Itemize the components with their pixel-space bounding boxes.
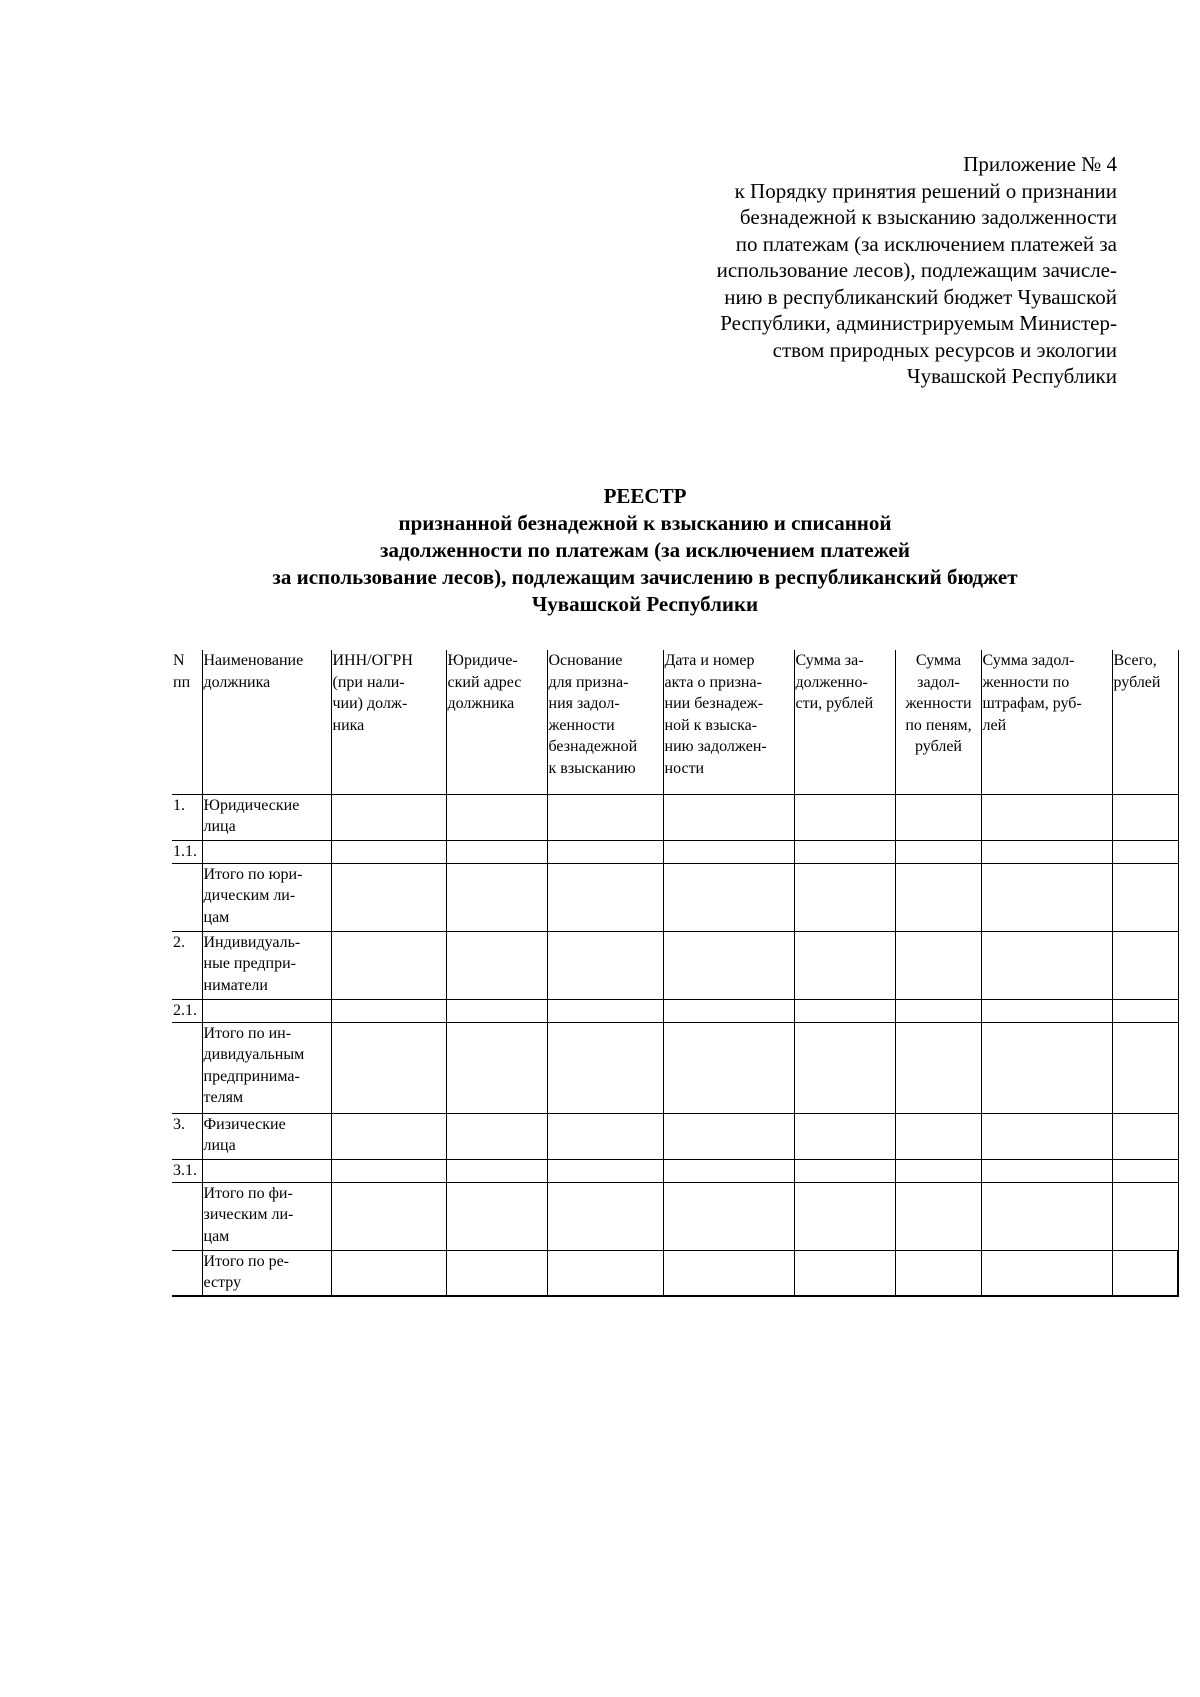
cell [981, 931, 1112, 999]
cell [331, 840, 446, 863]
cell [981, 1022, 1112, 1113]
title-line: РЕЕСТР [603, 484, 687, 508]
row-number: 2. [172, 931, 202, 999]
cell [1112, 794, 1178, 840]
cell [547, 840, 663, 863]
header-cell: Юридиче- ский адрес должника [446, 650, 547, 794]
cell [981, 999, 1112, 1022]
header-cell: Наименование должника [202, 650, 331, 794]
cell [331, 794, 446, 840]
row-number [172, 863, 202, 931]
table-row [172, 1250, 1178, 1296]
cell [446, 863, 547, 931]
cell [663, 1250, 794, 1296]
row-number: 3. [172, 1113, 202, 1159]
cell [981, 840, 1112, 863]
cell [794, 1113, 895, 1159]
cell [981, 794, 1112, 840]
cell [331, 931, 446, 999]
header-cell: N пп [172, 650, 202, 794]
appendix-line: по платежам (за исключением платежей за [735, 231, 1117, 256]
cell [446, 999, 547, 1022]
cell [895, 1159, 981, 1182]
cell [895, 1250, 981, 1296]
cell [794, 999, 895, 1022]
header-cell: Всего, рублей [1112, 650, 1178, 794]
debtor-name: Итого по ин- дивидуальным предпринима- телям [202, 1022, 331, 1113]
appendix-line: нию в республиканский бюджет Чувашской [724, 284, 1117, 309]
header-cell: Основание для призна- ния задол- женности безнадежной к взысканию [547, 650, 663, 794]
appendix-line: Республики, администрируемым Министер- [720, 311, 1117, 335]
debtor-name: Индивидуаль- ные предпри- ниматели [202, 931, 331, 999]
cell [895, 1022, 981, 1113]
cell [895, 1182, 981, 1250]
cell [794, 1159, 895, 1182]
row-number [172, 1250, 202, 1296]
debtor-name: Юридические лица [202, 794, 331, 840]
debtor-name: Итого по ре- естру [202, 1250, 331, 1296]
cell [1112, 1022, 1178, 1113]
cell [1112, 999, 1178, 1022]
title-line: Чувашской Республики [531, 592, 759, 616]
row-number: 3.1. [172, 1159, 202, 1182]
appendix-note [580, 151, 1117, 390]
cell [794, 863, 895, 931]
cell [446, 1113, 547, 1159]
cell [1112, 931, 1178, 999]
cell [981, 863, 1112, 931]
cell [794, 1022, 895, 1113]
table-row [172, 1159, 1178, 1182]
debtor-name: Итого по юри- дическим ли- цам [202, 863, 331, 931]
table-row [172, 794, 1178, 840]
cell [1112, 1182, 1178, 1250]
cell [446, 794, 547, 840]
cell [547, 999, 663, 1022]
title-line: за использование лесов), подлежащим зачислению в республиканский бюджет [272, 565, 1018, 589]
document-title [150, 483, 1140, 618]
cell [895, 1113, 981, 1159]
cell [1112, 1113, 1178, 1159]
cell [331, 999, 446, 1022]
cell [331, 1250, 446, 1296]
cell [1112, 1159, 1178, 1182]
appendix-line: Чувашской Республики [906, 364, 1117, 388]
cell [663, 999, 794, 1022]
row-number [172, 1182, 202, 1250]
appendix-line: безнадежной к взысканию задолженности [739, 205, 1117, 229]
cell [547, 1159, 663, 1182]
debtor-name [202, 999, 331, 1022]
cell [663, 1022, 794, 1113]
cell [895, 931, 981, 999]
table-header-row [172, 650, 1178, 794]
cell [547, 1113, 663, 1159]
cell [1112, 863, 1178, 931]
cell [794, 931, 895, 999]
header-cell: Сумма за- долженно- сти, рублей [794, 650, 895, 794]
appendix-line: использование лесов), подлежащим зачисле- [716, 258, 1117, 282]
header-cell: Сумма задол- женности по штрафам, руб- лей [981, 650, 1112, 794]
cell [663, 931, 794, 999]
row-number [172, 1022, 202, 1113]
debtor-name [202, 840, 331, 863]
row-number: 2.1. [172, 999, 202, 1022]
cell [331, 1159, 446, 1182]
header-cell: Сумма задол- женности по пеням, рублей [895, 650, 981, 794]
cell [981, 1113, 1112, 1159]
cell [794, 794, 895, 840]
cell [547, 1022, 663, 1113]
cell [1112, 1250, 1178, 1296]
cell [981, 1250, 1112, 1296]
title-line: задолженности по платежам (за исключением платежей [380, 538, 910, 562]
table-row [172, 1113, 1178, 1159]
cell [446, 931, 547, 999]
cell [895, 794, 981, 840]
cell [981, 1182, 1112, 1250]
cell [331, 863, 446, 931]
cell [895, 863, 981, 931]
table-row [172, 1182, 1178, 1250]
cell [547, 863, 663, 931]
registry-table [172, 650, 1179, 1297]
title-line: признанной безнадежной к взысканию и списанной [398, 511, 892, 535]
cell [794, 1250, 895, 1296]
cell [547, 1250, 663, 1296]
cell [663, 1113, 794, 1159]
cell [547, 794, 663, 840]
appendix-line: к Порядку принятия решений о признании [734, 178, 1117, 203]
cell [547, 1182, 663, 1250]
table-row [172, 999, 1178, 1022]
cell [794, 1182, 895, 1250]
appendix-line: ством природных ресурсов и экологии [772, 337, 1117, 362]
cell [895, 840, 981, 863]
cell [446, 840, 547, 863]
cell [895, 999, 981, 1022]
table-row [172, 863, 1178, 931]
cell [663, 840, 794, 863]
debtor-name: Физические лица [202, 1113, 331, 1159]
table-row [172, 840, 1178, 863]
cell [446, 1022, 547, 1113]
header-cell: Дата и номер акта о призна- нии безнадеж- ной к взыска- нию задолжен- ности [663, 650, 794, 794]
cell [331, 1113, 446, 1159]
debtor-name: Итого по фи- зическим ли- цам [202, 1182, 331, 1250]
table-row [172, 931, 1178, 999]
cell [663, 794, 794, 840]
cell [663, 1159, 794, 1182]
cell [331, 1182, 446, 1250]
cell [446, 1250, 547, 1296]
cell [981, 1159, 1112, 1182]
debtor-name [202, 1159, 331, 1182]
cell [663, 863, 794, 931]
cell [547, 931, 663, 999]
cell [446, 1182, 547, 1250]
cell [331, 1022, 446, 1113]
row-number: 1. [172, 794, 202, 840]
cell [663, 1182, 794, 1250]
appendix-line: Приложение № 4 [963, 152, 1117, 176]
row-number: 1.1. [172, 840, 202, 863]
table-row [172, 1022, 1178, 1113]
header-cell: ИНН/ОГРН (при нали- чии) долж- ника [331, 650, 446, 794]
cell [794, 840, 895, 863]
cell [446, 1159, 547, 1182]
cell [1112, 840, 1178, 863]
